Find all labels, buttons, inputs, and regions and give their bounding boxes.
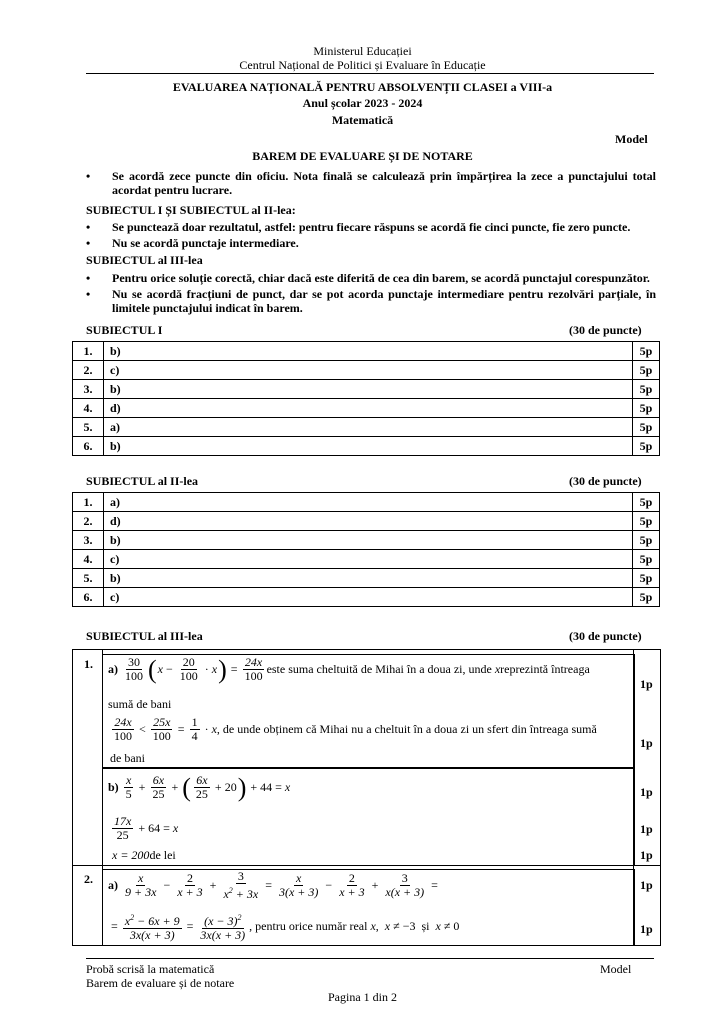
rule-item: • Nu se acordă punctaje intermediare.: [86, 236, 299, 250]
table-row: 2. c) 5p: [73, 361, 660, 380]
school-year: Anul școlar 2023 - 2024: [302, 96, 423, 110]
table-row: 2. d) 5p: [73, 512, 660, 531]
points-value: 1p: [640, 677, 653, 691]
bullet: •: [86, 236, 91, 250]
footer-divider: [86, 958, 654, 959]
bullet: •: [86, 220, 91, 234]
problem-number: 1.: [84, 657, 93, 671]
formula-2a-line1: a) $\frac{x}{9 + 3x}$ − $\frac{2}{x + 3}$ + $\frac{3}{x^2 + 3x}$ = $\frac{x}{3(x + 3)}$ − $\frac{2}{x + 3}$ + $\frac{3}{x(x + 3)}$ =: [108, 869, 438, 901]
exam-title: EVALUAREA NAȚIONALĂ PENTRU ABSOLVENȚII CLASEI a VIII-a: [172, 80, 553, 94]
formula-1b-line1: b) $\frac{x}{5}$ + $\frac{6x}{25}$ + ( $\frac{6x}{25}$ + 20 ) + 44 = x: [108, 772, 291, 802]
table-row: 5. a) 5p: [73, 418, 660, 437]
row-divider: [72, 865, 660, 866]
subject2-title: SUBIECTUL al II-lea: [86, 474, 199, 488]
rule-item: • Nu se acordă fracțiuni de punct, dar se pot acorda punctaje intermediare pentru rezolvări parțiale, în limitele punctajului indicat în barem.: [86, 287, 656, 316]
header-divider: [86, 73, 654, 74]
subject3-title: SUBIECTUL al III-lea: [86, 629, 203, 643]
bullet: •: [86, 287, 91, 301]
bullet: •: [86, 271, 91, 285]
points-value: 1p: [640, 848, 653, 862]
points-value: 1p: [640, 922, 653, 936]
footer-exam: Probă scrisă la matematică: [86, 962, 215, 976]
bullet: •: [86, 169, 91, 183]
formula-1a-cont: sumă de bani: [108, 697, 172, 711]
rule-item: • Pentru orice soluție corectă, chiar dacă este diferită de cea din barem, se acordă punctajul corespunzător.: [86, 271, 650, 285]
subject-name: Matematică: [331, 113, 394, 127]
table-row: 1. a) 5p: [73, 493, 660, 512]
footer-model: Model: [600, 962, 632, 976]
points-value: 1p: [640, 878, 653, 892]
s3-heading: SUBIECTUL al III-lea: [86, 253, 203, 267]
ministry-name: Ministerul Educației: [313, 44, 412, 58]
model-label: Model: [615, 132, 648, 146]
points-value: 1p: [640, 785, 653, 799]
table-row: 5. b) 5p: [73, 569, 660, 588]
barem-title: BAREM DE EVALUARE ȘI DE NOTARE: [252, 149, 473, 163]
formula-1a-line1: a) $\frac{30}{100}$ ( x − $\frac{20}{100}$ · x ) = $\frac{24x}{100}$ este suma cheltuită de Mihai în a doua zi, unde x reprezintă întreaga: [108, 654, 590, 684]
table-row: 6. b) 5p: [73, 437, 660, 456]
s12-heading: SUBIECTUL I ȘI SUBIECTUL al II-lea:: [86, 203, 296, 217]
table-row: 3. b) 5p: [73, 531, 660, 550]
subject2-table: [72, 492, 660, 607]
page-number: Pagina 1 din 2: [328, 990, 397, 1004]
formula-1a-line2-cont: de bani: [110, 751, 145, 765]
table-row: 4. c) 5p: [73, 550, 660, 569]
formula-1b-line2: $\frac{17x}{25}$ + 64 = x: [114, 814, 179, 842]
formula-1a-line2: $\frac{24x}{100}$ < $\frac{25x}{100}$ = $\frac{1}{4}$ · x , de unde obținem că Mihai nu a cheltuit în a doua zi un sfert din întreaga sumă: [114, 715, 597, 743]
points-value: 1p: [640, 736, 653, 750]
points-value: 1p: [640, 822, 653, 836]
rule-item: • Se punctează doar rezultatul, astfel: pentru fiecare răspuns se acordă fie cinci puncte, fie zero puncte.: [86, 220, 631, 234]
table-row: 6. c) 5p: [73, 588, 660, 607]
formula-1b-line3: x = 200 de lei: [112, 848, 176, 862]
center-name: Centrul Național de Politici și Evaluare în Educație: [239, 58, 486, 72]
footer-barem: Barem de evaluare și de notare: [86, 976, 235, 990]
subject1-points: (30 de puncte): [569, 323, 642, 337]
table-row: 4. d) 5p: [73, 399, 660, 418]
subject2-points: (30 de puncte): [569, 474, 642, 488]
subject1-title: SUBIECTUL I: [86, 323, 163, 337]
subject1-table: [72, 341, 660, 456]
subject3-points: (30 de puncte): [569, 629, 642, 643]
table-row: 1. b) 5p: [73, 342, 660, 361]
table-row: 3. b) 5p: [73, 380, 660, 399]
rule-item: • Se acordă zece puncte din oficiu. Nota finală se calculează prin împărțirea la zece a punctajului total acordat pentru lucrare.: [86, 169, 656, 198]
problem-number: 2.: [84, 872, 93, 886]
formula-2a-line2: = $\frac{x^2 - 6x + 9}{3x(x + 3)}$ = $\frac{(x - 3)^2}{3x(x + 3)}$ , pentru orice număr real x , x ≠ −3 și x ≠ 0: [111, 913, 460, 942]
